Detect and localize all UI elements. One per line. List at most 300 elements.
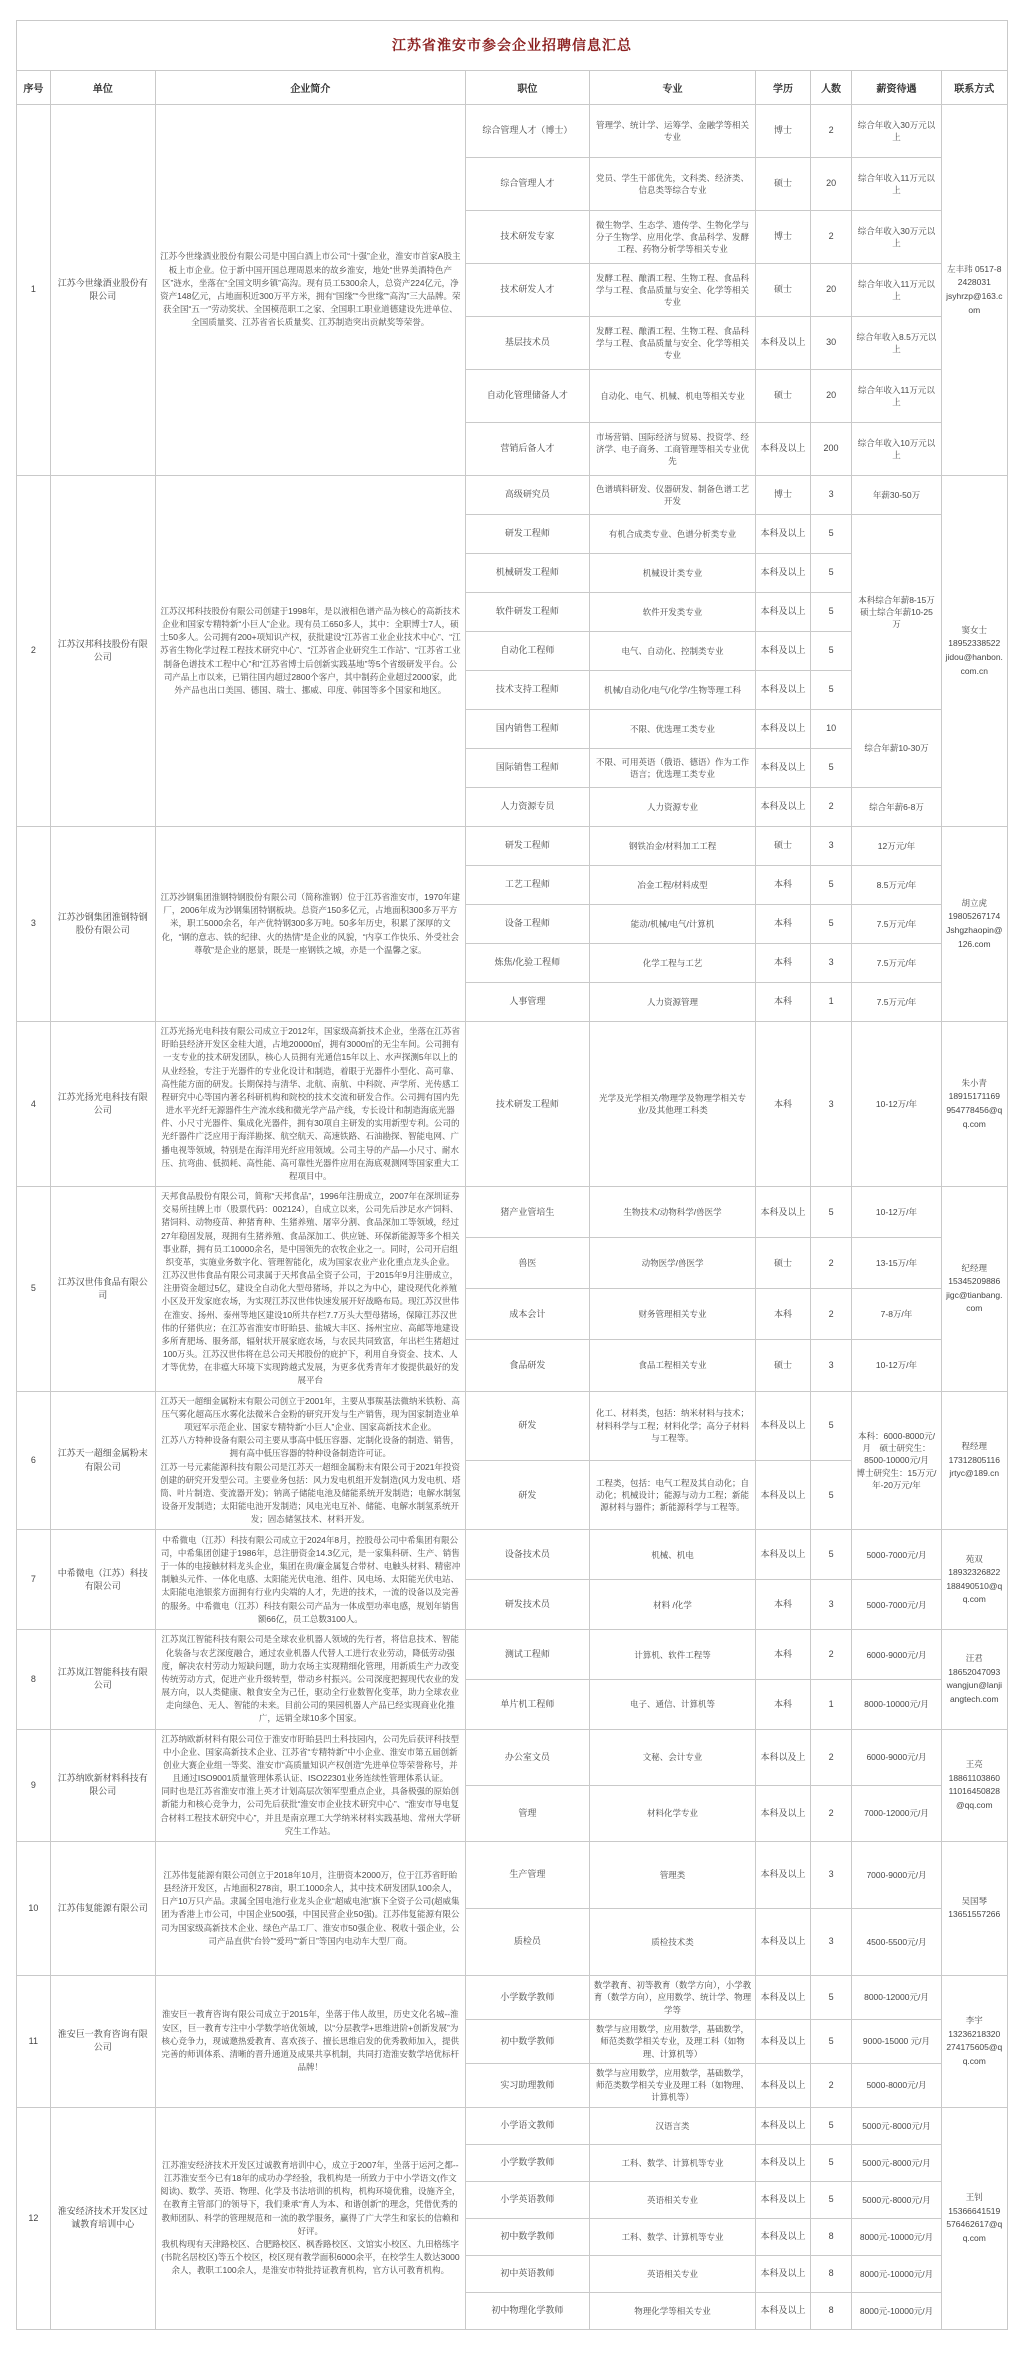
- position-count: 20: [810, 370, 852, 423]
- company-contact: [941, 1530, 1007, 1630]
- position-major: 冶金工程/材料成型: [589, 866, 755, 905]
- position-degree: 本科及以上: [756, 1391, 811, 1460]
- position-major: 管理学、统计学、运筹学、金融学等相关专业: [589, 105, 755, 158]
- position-title: 测试工程师: [465, 1630, 589, 1680]
- company-name: 江苏岚江智能科技有限公司: [50, 1630, 155, 1729]
- position-major: 英语相关专业: [589, 2255, 755, 2292]
- company-contact-line: 576462617@qq.com: [946, 2219, 1003, 2243]
- position-major: 管理类: [589, 1841, 755, 1908]
- column-header-4: 专业: [589, 71, 755, 105]
- position-count: 1: [810, 983, 852, 1022]
- company-contact-line: 13651557266: [948, 1909, 1001, 1920]
- company-name: 淮安巨一教育咨询有限公司: [50, 1975, 155, 2107]
- position-salary: 8000元-10000元/月: [852, 2255, 941, 2292]
- recruitment-table: [16, 20, 1008, 2330]
- position-degree: 硕士: [756, 264, 811, 317]
- position-title: 技术研发人才: [465, 264, 589, 317]
- company-number: 10: [17, 1841, 51, 1975]
- position-major: 汉语言类: [589, 2107, 755, 2144]
- company-intro: [155, 1530, 465, 1630]
- position-row: [17, 2107, 1008, 2144]
- position-degree: 本科及以上: [756, 1785, 811, 1841]
- position-salary: 8000元-10000元/月: [852, 2292, 941, 2329]
- position-title: 研发: [465, 1391, 589, 1460]
- position-major: 电子、通信、计算机等: [589, 1679, 755, 1729]
- company-contact-line: 左丰玮 0517-82428031: [947, 263, 1002, 288]
- company-intro-paragraph: 淮安巨一教育咨询有限公司成立于2015年，坐落于伟人故里，历史文化名城--淮安区，巨一教育专注中小学数学培优领域，以“分层教学+思维进阶+创新发展”为核心竞争力，现诚邀热爱教育、喜欢孩子、擅长思维启发的优秀教师加入，提供完善的师训体系、清晰的晋升通道及成果共享机制，共同打造淮安数学培优标杆品牌！: [161, 2009, 460, 2073]
- position-title: 软件研发工程师: [465, 593, 589, 632]
- position-row: [17, 1391, 1008, 1460]
- company-contact: [941, 1022, 1007, 1187]
- company-intro: [155, 1729, 465, 1841]
- position-degree: 博士: [756, 105, 811, 158]
- position-title: 研发工程师: [465, 515, 589, 554]
- company-intro: [155, 1187, 465, 1392]
- company-intro: [155, 827, 465, 1022]
- position-count: 5: [810, 593, 852, 632]
- position-salary: 13-15万/年: [852, 1238, 941, 1289]
- position-salary: 8000元-10000元/月: [852, 2218, 941, 2255]
- position-title: 自动化管理储备人才: [465, 370, 589, 423]
- position-row: [17, 105, 1008, 158]
- company-contact-line: 胡立虎: [961, 897, 988, 908]
- position-count: 20: [810, 158, 852, 211]
- company-contact: [941, 1729, 1007, 1841]
- company-contact-line: jsyhrzp@163.com: [946, 291, 1003, 315]
- company-intro-paragraph: 江苏淮安经济技术开发区过诚教育培训中心，成立于2007年，坐落于运河之都--江苏淮安至今已有18年的成功办学经验，我机构是一所致力于中小学语文(作文阅读)、数学、英语、物理、化学及书法培训的机构，机构环境优雅，设施齐全，在教育主管部门的领导下，我们秉承“育人为本、和谐创新”的理念，凭借优秀的教师团队、科学的管理规范和一流的教学服务，赢得了广大学生和家长的信赖和好评。: [160, 2159, 461, 2236]
- position-count: 5: [810, 749, 852, 788]
- position-degree: 本科及以上: [756, 2255, 811, 2292]
- position-major: 不限、可用英语（俄语、德语）作为工作语言；优选理工类专业: [589, 749, 755, 788]
- position-count: 1: [810, 1679, 852, 1729]
- company-contact-line: 13236218320: [948, 2028, 1001, 2039]
- position-row: [17, 1729, 1008, 1785]
- position-major: 物理化学等相关专业: [589, 2292, 755, 2329]
- position-salary: 本科：6000-8000元/月 硕士研究生：8500-10000元/月 博士研究生：15万元/年-20万元/年: [852, 1391, 941, 1530]
- company-number: 5: [17, 1187, 51, 1392]
- company-intro-paragraph: 同时也是江苏省淮安市淮上英才计划高层次领军型重点企业，具备极强的原始创新能力和核心竞争力，公司先后获批“淮安市企业技术研究中心”、“淮安市导电复合材料工程技术研究中心”，并且是南京理工大学纳米材料实践基地、常州大学研究生工作站。: [160, 1786, 461, 1836]
- company-contact-line: 17312805116: [948, 1454, 1000, 1465]
- position-count: 5: [810, 2181, 852, 2218]
- company-name: 江苏天一超细金属粉末有限公司: [50, 1391, 155, 1530]
- company-contact-line: 18652047093: [948, 1666, 1001, 1677]
- position-major: 机械/自动化/电气/化学/生物等理工科: [589, 671, 755, 710]
- position-degree: 本科及以上: [756, 632, 811, 671]
- position-degree: 本科及以上: [756, 2144, 811, 2181]
- position-title: 营销后备人才: [465, 423, 589, 476]
- position-title: 办公室文员: [465, 1729, 589, 1785]
- company-intro-paragraph: 江苏岚江智能科技有限公司是全球农业机器人领域的先行者，将信息技术、智能化装备与农艺深度融合，通过农业机器人代替人工进行农业劳动，降低劳动强度，解决农村劳动力短缺问题，助力农场主实现精细化管理，用新质生产力改变传统劳动方式，促进产业升级转型，带动乡村振兴。公司深度把握现代农业的发展方向，以人类健康、粮食安全为己任，驱动全行业数智化变革，助力全球农业走向绿色、无人、智能的未来。目前公司的果园机器人产品已经实现商业化推广，远销全球10多个国家。: [161, 1634, 460, 1724]
- position-count: 5: [810, 1461, 852, 1530]
- company-intro-paragraph: 江苏沙钢集团淮钢特钢股份有限公司（简称淮钢）位于江苏省淮安市，1970年建厂，2006年成为沙钢集团特钢板块。总资产150多亿元，占地面积300多万平方米，职工5000余名，年产优特钢300多万吨。50多年历史，积累了深厚的文化，“钢的意志、铁的纪律、火的热情”是企业的风貌，“内享工作快乐、外受社会尊敬”是企业的愿景，既是一座钢铁之城，亦是一个温馨之家。: [160, 892, 461, 955]
- position-degree: 本科及以上: [756, 2218, 811, 2255]
- position-count: 5: [810, 554, 852, 593]
- position-major: 化工、材料类，包括：纳米材料与技术；材料科学与工程；材料化学；高分子材料与工程等。: [589, 1391, 755, 1460]
- position-title: 国际销售工程师: [465, 749, 589, 788]
- position-degree: 本科: [756, 866, 811, 905]
- position-major: 数学教育、初等教育（数学方向），小学教育（数学方向），应用数学、统计学、物理学等: [589, 1975, 755, 2019]
- company-contact-line: 18932326822: [948, 1567, 1001, 1578]
- company-number: 6: [17, 1391, 51, 1530]
- company-intro: [155, 1975, 465, 2107]
- position-count: 3: [810, 1908, 852, 1975]
- position-count: 2: [810, 1729, 852, 1785]
- position-major: 钢铁冶金/材料加工工程: [589, 827, 755, 866]
- position-row: [17, 1187, 1008, 1238]
- position-salary: 5000-7000元/月: [852, 1580, 941, 1630]
- position-count: 8: [810, 2218, 852, 2255]
- position-count: 3: [810, 827, 852, 866]
- position-title: 初中物理化学教师: [465, 2292, 589, 2329]
- position-degree: 硕士: [756, 827, 811, 866]
- column-header-3: 职位: [465, 71, 589, 105]
- position-degree: 本科及以上: [756, 2181, 811, 2218]
- position-count: 5: [810, 2144, 852, 2181]
- position-major: 化学工程与工艺: [589, 944, 755, 983]
- position-title: 炼焦/化验工程师: [465, 944, 589, 983]
- position-title: 小学数学教师: [465, 1975, 589, 2019]
- position-salary: 6000-9000元/月: [852, 1729, 941, 1785]
- company-name: 中希微电（江苏）科技有限公司: [50, 1530, 155, 1630]
- position-salary: 7.5万元/年: [852, 983, 941, 1022]
- position-title: 技术研发工程师: [465, 1022, 589, 1187]
- company-intro-paragraph: 我机构现有天津路校区、合肥路校区、枫香路校区、文馆实小校区、九田格练字(书院名居校区)等五个校区，校区现有教学面积6000余平，在校学生人数达3000余人，教职工100余人，是淮安市特批持证教育机构，官方认可教育机构。: [161, 2239, 460, 2276]
- position-salary: 综合年收入30万元以上: [852, 105, 941, 158]
- company-contact-line: Jshgzhaopin@126.com: [946, 925, 1003, 949]
- table-body: [17, 105, 1008, 2330]
- position-count: 8: [810, 2292, 852, 2329]
- position-title: 设备技术员: [465, 1530, 589, 1580]
- position-major: 数学与应用数学，应用数学，基础数学，师范类数学相关专业及理工科（如物理、计算机等）: [589, 2063, 755, 2107]
- position-title: 技术支持工程师: [465, 671, 589, 710]
- position-major: 人力资源管理: [589, 983, 755, 1022]
- column-header-5: 学历: [756, 71, 811, 105]
- company-name: 淮安经济技术开发区过诚教育培训中心: [50, 2107, 155, 2329]
- position-title: 实习助理教师: [465, 2063, 589, 2107]
- position-degree: 本科及以上: [756, 2019, 811, 2063]
- position-title: 基层技术员: [465, 317, 589, 370]
- company-intro-paragraph: 天邦食品股份有限公司，简称“天邦食品”，1996年注册成立，2007年在深圳证券交易所挂牌上市（股票代码：002124），自成立以来，公司先后涉足水产饲料、猪饲料、动物疫苗、种猪育种、生猪养殖、屠宰分割、食品深加工等领域，经过27年稳固发展，现拥有生猪养殖、食品深加工、供应链、环保新能源等多个相关事业群，拥有员工10000余名，是中国领先的农牧企业之一。同时，公司开启组织变革，实施业务数字化、管理智能化，成为国家农业产业化重点龙头企业。: [161, 1191, 460, 1267]
- position-salary: 综合年收入30万元以上: [852, 211, 941, 264]
- position-title: 国内销售工程师: [465, 710, 589, 749]
- position-major: 质检技术类: [589, 1908, 755, 1975]
- position-degree: 本科以及上: [756, 1729, 811, 1785]
- company-contact-line: 954778456@qq.com: [946, 1105, 1003, 1129]
- company-contact-line: 18952338522: [948, 638, 1001, 649]
- position-major: 工科、数学、计算机等专业: [589, 2218, 755, 2255]
- position-salary: 4500-5500元/月: [852, 1908, 941, 1975]
- position-title: 成本会计: [465, 1289, 589, 1340]
- position-count: 3: [810, 476, 852, 515]
- company-intro-paragraph: 江苏天一超细金属粉末有限公司创立于2001年，主要从事羰基法微纳米铁粉、高压气雾化超高压水雾化法微米合金粉的研究开发与生产销售，现为国家制造业单项冠军示范企业、国家专精特新“小巨人”企业、国家高新技术企业。: [160, 1395, 461, 1432]
- position-title: 自动化工程师: [465, 632, 589, 671]
- position-salary: 7000-12000元/月: [852, 1785, 941, 1841]
- position-degree: 本科及以上: [756, 554, 811, 593]
- position-major: 人力资源专业: [589, 788, 755, 827]
- company-intro-paragraph: 江苏八方特种设备有限公司主要从事高中低压容器、定制化设备的制造、销售，拥有高中低压容器的特种设备制造许可证。: [161, 1435, 460, 1459]
- company-name: 江苏纳欧新材料科技有限公司: [50, 1729, 155, 1841]
- company-intro: [155, 1391, 465, 1530]
- company-contact-line: 188490510@qq.com: [946, 1580, 1003, 1605]
- position-degree: 本科: [756, 1022, 811, 1187]
- position-salary: 5000元-8000元/月: [852, 2144, 941, 2181]
- position-salary: 综合年收入11万元以上: [852, 264, 941, 317]
- position-degree: 本科: [756, 983, 811, 1022]
- company-contact-line: 吴国琴: [961, 1895, 988, 1906]
- company-contact-line: 李宇: [965, 2015, 983, 2026]
- position-salary: 综合年收入10万元以上: [852, 423, 941, 476]
- company-contact-line: jrtyc@189.cn: [949, 1468, 1000, 1479]
- position-major: 微生物学、生态学、遗传学、生物化学与分子生物学、应用化学、食品科学、发酵工程、药物分析学等相关专业: [589, 211, 755, 264]
- company-number: 4: [17, 1022, 51, 1187]
- position-count: 5: [810, 632, 852, 671]
- position-salary: 5000-8000元/月: [852, 2063, 941, 2107]
- page-title: 江苏省淮安市参会企业招聘信息汇总: [17, 21, 1008, 71]
- position-title: 猪产业管培生: [465, 1187, 589, 1238]
- company-contact-line: 朱小青: [961, 1077, 988, 1088]
- company-number: 11: [17, 1975, 51, 2107]
- position-title: 高级研究员: [465, 476, 589, 515]
- company-contact-line: jidou@hanbon.com.cn: [945, 652, 1003, 676]
- company-intro-paragraph: 江苏光扬光电科技有限公司成立于2012年，国家级高新技术企业，坐落在江苏省盱眙县经济开发区金桂大道，占地20000㎡，拥有3000㎡的无尘车间。公司拥有一支专业的技术研发团队，核心人员拥有光通信15年以上、水声探测5年以上的从业经验，专注于光器件的专业化设计和制造，着眼于光器件小型化、高可靠、高性能方面的研发。长期保持与清华、北航、南航、中科院、声学所、光传感工程研究中心等国内著名科研机构和院校的技术交流和研发合作。公司拥有国内先进水平光纤无源器件生产流水线和微光学产品产线，专长设计和制造海底光器件、小尺寸光器件、集成化光器件，拥有30项自主研发的实用新型专利。公司的光纤器件广泛应用于海洋勘探、航空航天、高速铁路、石油勘探、智能电网、广播电视等领域，特别是在海洋用光纤应用领域。公司主导的产品—小尺寸、耐水压、抗弯曲、低损耗、高性能、高可靠性光器件应用在海底观测网等国家重大工程项目中。: [160, 1026, 461, 1181]
- position-title: 人事管理: [465, 983, 589, 1022]
- company-name: 江苏汉世伟食品有限公司: [50, 1187, 155, 1392]
- position-count: 2: [810, 105, 852, 158]
- company-name: 江苏沙钢集团淮钢特钢股份有限公司: [50, 827, 155, 1022]
- company-number: 1: [17, 105, 51, 476]
- position-row: [17, 1975, 1008, 2019]
- position-count: 2: [810, 1785, 852, 1841]
- position-count: 5: [810, 866, 852, 905]
- position-salary: 10-12万/年: [852, 1340, 941, 1391]
- position-major: 财务管理相关专业: [589, 1289, 755, 1340]
- position-degree: 本科: [756, 905, 811, 944]
- position-major: 光学及光学相关/物理学及物理学相关专业/及其他理工科类: [589, 1022, 755, 1187]
- position-major: 计算机、软件工程等: [589, 1630, 755, 1680]
- position-count: 2: [810, 211, 852, 264]
- position-major: 工科、数学、计算机等专业: [589, 2144, 755, 2181]
- company-contact-line: 程经理: [961, 1441, 988, 1452]
- column-header-0: 序号: [17, 71, 51, 105]
- position-salary: 本科综合年薪8-15万 硕士综合年薪10-25万: [852, 515, 941, 710]
- position-count: 5: [810, 671, 852, 710]
- company-contact-line: 苑双: [965, 1553, 983, 1564]
- position-title: 综合管理人才（博士）: [465, 105, 589, 158]
- company-number: 3: [17, 827, 51, 1022]
- position-degree: 本科及以上: [756, 1975, 811, 2019]
- position-salary: 9000-15000 元/月: [852, 2019, 941, 2063]
- position-salary: 10-12万/年: [852, 1187, 941, 1238]
- position-row: [17, 1022, 1008, 1187]
- position-count: 2: [810, 1630, 852, 1680]
- position-count: 2: [810, 1238, 852, 1289]
- column-header-7: 薪资待遇: [852, 71, 941, 105]
- company-contact: [941, 827, 1007, 1022]
- position-major: 色谱填料研发、仪器研发、制备色谱工艺开发: [589, 476, 755, 515]
- company-contact-line: 18861103860: [948, 1772, 1000, 1783]
- position-degree: 本科: [756, 1289, 811, 1340]
- position-degree: 本科及以上: [756, 317, 811, 370]
- position-degree: 本科及以上: [756, 1187, 811, 1238]
- position-title: 质检员: [465, 1908, 589, 1975]
- company-intro: [155, 1841, 465, 1975]
- position-count: 10: [810, 710, 852, 749]
- company-intro-paragraph: 江苏汉邦科技股份有限公司创建于1998年，是以液相色谱产品为核心的高新技术企业和国家专精特新“小巨人”企业。现有员工650多人，其中：全职博士7人，硕士50多人。公司拥有200+项知识产权，获批建设“江苏省工业企业技术中心”、“江苏省生物化学过程工程技术研究中心”、“江苏省企业研究生工作站”、“江苏省工业制备色谱技术工程中心”和“江苏省博士后创新实践基地”等5个省级研发平台。公司产品上市以来，已销往国内超过2800个客户，其中制药企业超过2000家，此外产品也出口美国、德国、瑞士、挪威、印度、韩国等多个国家和地区。: [160, 605, 461, 695]
- position-major: 生物技术/动物科学/兽医学: [589, 1187, 755, 1238]
- position-count: 5: [810, 1975, 852, 2019]
- position-title: 单片机工程师: [465, 1679, 589, 1729]
- position-title: 研发工程师: [465, 827, 589, 866]
- position-salary: 5000元-8000元/月: [852, 2181, 941, 2218]
- position-count: 5: [810, 1530, 852, 1580]
- position-title: 研发技术员: [465, 1580, 589, 1630]
- company-number: 8: [17, 1630, 51, 1729]
- position-degree: 本科及以上: [756, 788, 811, 827]
- position-major: 发酵工程、酿酒工程、生物工程、食品科学与工程、食品质量与安全、化学等相关专业: [589, 317, 755, 370]
- position-salary: 5000元-8000元/月: [852, 2107, 941, 2144]
- position-salary: 5000-7000元/月: [852, 1530, 941, 1580]
- position-count: 5: [810, 515, 852, 554]
- company-intro: [155, 105, 465, 476]
- position-major: 动物医学/兽医学: [589, 1238, 755, 1289]
- position-degree: 本科及以上: [756, 1461, 811, 1530]
- position-major: 材料化学专业: [589, 1785, 755, 1841]
- position-degree: 博士: [756, 476, 811, 515]
- company-contact: [941, 2107, 1007, 2329]
- company-contact-line: 纪经理: [961, 1262, 988, 1273]
- position-count: 3: [810, 1022, 852, 1187]
- position-degree: 硕士: [756, 158, 811, 211]
- position-salary: 7-8万/年: [852, 1289, 941, 1340]
- position-title: 人力资源专员: [465, 788, 589, 827]
- company-contact-line: wangjun@lanjiangtech.com: [946, 1680, 1002, 1705]
- position-major: 不限、优选理工类专业: [589, 710, 755, 749]
- position-degree: 本科及以上: [756, 2063, 811, 2107]
- position-degree: 本科: [756, 944, 811, 983]
- position-row: [17, 1630, 1008, 1680]
- company-number: 7: [17, 1530, 51, 1630]
- company-contact: [941, 1841, 1007, 1975]
- position-degree: 本科及以上: [756, 749, 811, 788]
- position-degree: 博士: [756, 211, 811, 264]
- company-intro-paragraph: 江苏纳欧新材料有限公司位于淮安市盱眙县凹土科技园内，公司先后获评科技型中小企业、国家高新技术企业、江苏省“专精特新”中小企业、淮安市第五届创新创业大赛企业组一等奖、淮安市“高质量知识产权创造”先进单位等荣誉称号，并且通过ISO9001质量管理体系认证、ISO22301业务连续性管理体系认证。: [161, 1733, 460, 1784]
- position-title: 初中英语教师: [465, 2255, 589, 2292]
- company-intro: [155, 476, 465, 827]
- position-title: 机械研发工程师: [465, 554, 589, 593]
- position-degree: 本科及以上: [756, 1908, 811, 1975]
- position-degree: 本科: [756, 1580, 811, 1630]
- position-row: [17, 1530, 1008, 1580]
- position-count: 2: [810, 788, 852, 827]
- position-count: 200: [810, 423, 852, 476]
- position-degree: 本科: [756, 1679, 811, 1729]
- company-contact: [941, 476, 1007, 827]
- position-major: 电气、自动化、控制类专业: [589, 632, 755, 671]
- position-major: 英语相关专业: [589, 2181, 755, 2218]
- company-contact-line: 窦女士: [961, 624, 988, 635]
- company-contact: [941, 1975, 1007, 2107]
- position-degree: 本科及以上: [756, 423, 811, 476]
- position-count: 30: [810, 317, 852, 370]
- position-salary: 综合年收入11万元以上: [852, 370, 941, 423]
- column-header-8: 联系方式: [941, 71, 1007, 105]
- position-salary: 7000-9000元/月: [852, 1841, 941, 1908]
- position-title: 设备工程师: [465, 905, 589, 944]
- company-intro-paragraph: 江苏今世缘酒业股份有限公司是中国白酒上市公司“十强”企业，淮安市首家A股主板上市企业。位于新中国开国总理周恩来的故乡淮安，地处“世界美酒特色产区”涟水，坐落在“全国文明乡镇”高沟。现有员工5300余人，总资产224亿元，净资产148亿元，占地面积近300万平方米，拥有“国缘”“今世缘”“高沟”三大品牌。荣获全国“五一”劳动奖状、全国模范职工之家、全国职工职业道德建设先进单位、全国质量奖、江苏省省长质量奖、江苏制造突出贡献奖等荣誉。: [160, 251, 461, 328]
- position-row: [17, 1841, 1008, 1908]
- position-degree: 本科及以上: [756, 2292, 811, 2329]
- position-major: 发酵工程、酿酒工程、生物工程、食品科学与工程、食品质量与安全、化学等相关专业: [589, 264, 755, 317]
- position-salary: 8000-10000元/月: [852, 1679, 941, 1729]
- company-name: 江苏伟复能源有限公司: [50, 1841, 155, 1975]
- company-contact-line: 王钊: [965, 2192, 983, 2203]
- position-major: 机械、机电: [589, 1530, 755, 1580]
- position-count: 8: [810, 2255, 852, 2292]
- position-count: 5: [810, 905, 852, 944]
- position-degree: 硕士: [756, 370, 811, 423]
- column-header-2: 企业简介: [155, 71, 465, 105]
- company-contact-line: 15345209886: [948, 1276, 1001, 1287]
- company-contact-line: 王亮: [965, 1759, 983, 1770]
- company-contact-line: 18915171169: [948, 1091, 1000, 1102]
- position-degree: 本科及以上: [756, 671, 811, 710]
- position-salary: 综合年薪6-8万: [852, 788, 941, 827]
- position-salary: 年薪30-50万: [852, 476, 941, 515]
- company-intro-paragraph: 中希微电（江苏）科技有限公司成立于2024年8月，控股母公司中希集团有限公司，中希集团创建于1986年，总注册资金14.3亿元，是一家集科研、生产、销售于一体的电接触材料龙头企业，集团在贵/廉金属复合带材、电触头材料、精密冲制触头元件、一体化电感、太阳能光伏电池、组件、风电场、太阳能光伏电站、太阳能电池银浆方面拥有行业内尖端的人才，先进的技术，一流的设备以及完善的服务。中希微电（江苏）科技有限公司产品为一体成型功率电感，规划年销售额66亿，员工总数3100人。: [160, 1534, 461, 1624]
- position-title: 小学数学教师: [465, 2144, 589, 2181]
- position-degree: 本科及以上: [756, 1841, 811, 1908]
- company-intro: [155, 2107, 465, 2329]
- company-number: 9: [17, 1729, 51, 1841]
- position-major: 有机合成类专业、色谱分析类专业: [589, 515, 755, 554]
- company-contact: [941, 1391, 1007, 1530]
- position-degree: 本科及以上: [756, 710, 811, 749]
- position-degree: 硕士: [756, 1238, 811, 1289]
- position-salary: 综合年收入8.5万元以上: [852, 317, 941, 370]
- position-major: 文秘、会计专业: [589, 1729, 755, 1785]
- position-title: 初中数学教师: [465, 2019, 589, 2063]
- position-count: 5: [810, 2019, 852, 2063]
- company-name: 江苏今世缘酒业股份有限公司: [50, 105, 155, 476]
- position-count: 5: [810, 1187, 852, 1238]
- position-major: 能动/机械/电气/计算机: [589, 905, 755, 944]
- company-intro: [155, 1630, 465, 1729]
- company-contact-line: jigc@tianbang.com: [946, 1289, 1003, 1314]
- position-salary: 综合年薪10-30万: [852, 710, 941, 788]
- position-major: 工程类，包括：电气工程及其自动化；自动化；机械设计；能源与动力工程；新能源材料与器件；新能源科学与工程等。: [589, 1461, 755, 1530]
- position-count: 5: [810, 2107, 852, 2144]
- company-contact-line: 274175605@qq.com: [946, 2042, 1003, 2066]
- position-title: 综合管理人才: [465, 158, 589, 211]
- position-title: 食品研发: [465, 1340, 589, 1391]
- position-major: 机械设计类专业: [589, 554, 755, 593]
- company-contact-line: 19805267174: [948, 911, 1001, 922]
- position-title: 研发: [465, 1461, 589, 1530]
- position-title: 小学语文教师: [465, 2107, 589, 2144]
- company-number: 12: [17, 2107, 51, 2329]
- position-degree: 本科及以上: [756, 1530, 811, 1580]
- position-salary: 8.5万元/年: [852, 866, 941, 905]
- position-degree: 本科及以上: [756, 2107, 811, 2144]
- company-intro-paragraph: 江苏一号元素能源科技有限公司是江苏天一超细金属粉末有限公司于2021年投资创建的研究开发型公司。主要业务包括：风力发电机组开发制造(风力发电机、塔筒、叶片制造、变流器开发)；钠离子储能电池及储能系统开发制造；电解水制氢设备开发制造；太阳能电池开发制造；风电光电互补、储能、电解水制氢系统开发；固态储氢技术、材料开发。: [160, 1461, 461, 1525]
- position-title: 工艺工程师: [465, 866, 589, 905]
- position-count: 3: [810, 1340, 852, 1391]
- position-salary: 6000-9000元/月: [852, 1630, 941, 1680]
- position-degree: 硕士: [756, 1340, 811, 1391]
- company-intro-paragraph: 江苏汉世伟食品有限公司隶属于天邦食品全资子公司，于2015年9月注册成立，注册资金超过5亿，建设全自动化大型母猪场，并以之为中心，建设现代化养殖小区及开发家庭农场，为实现江苏汉世伟快速发展开好战略布局。现江苏汉世伟在淮安、扬州、泰州等地区建设10所共存栏7.7万头大型母猪场，保障江苏汉世伟的仔猪供应；在江苏省淮安市盱眙县、盐城大丰区、扬州宝应、高邮等地建设多所育肥场、服务部，辐射状开展家庭农场，与农民共同致富，年出栏生猪超过100万头。江苏汉世伟将在总公司天邦股份的庇护下，利用自身资金、技术、人才等优势，在非瘟大环境下实现跨越式发展，为更多优秀青年才俊提供最好的发展平台: [161, 1270, 460, 1386]
- position-count: 5: [810, 1391, 852, 1460]
- position-salary: 12万元/年: [852, 827, 941, 866]
